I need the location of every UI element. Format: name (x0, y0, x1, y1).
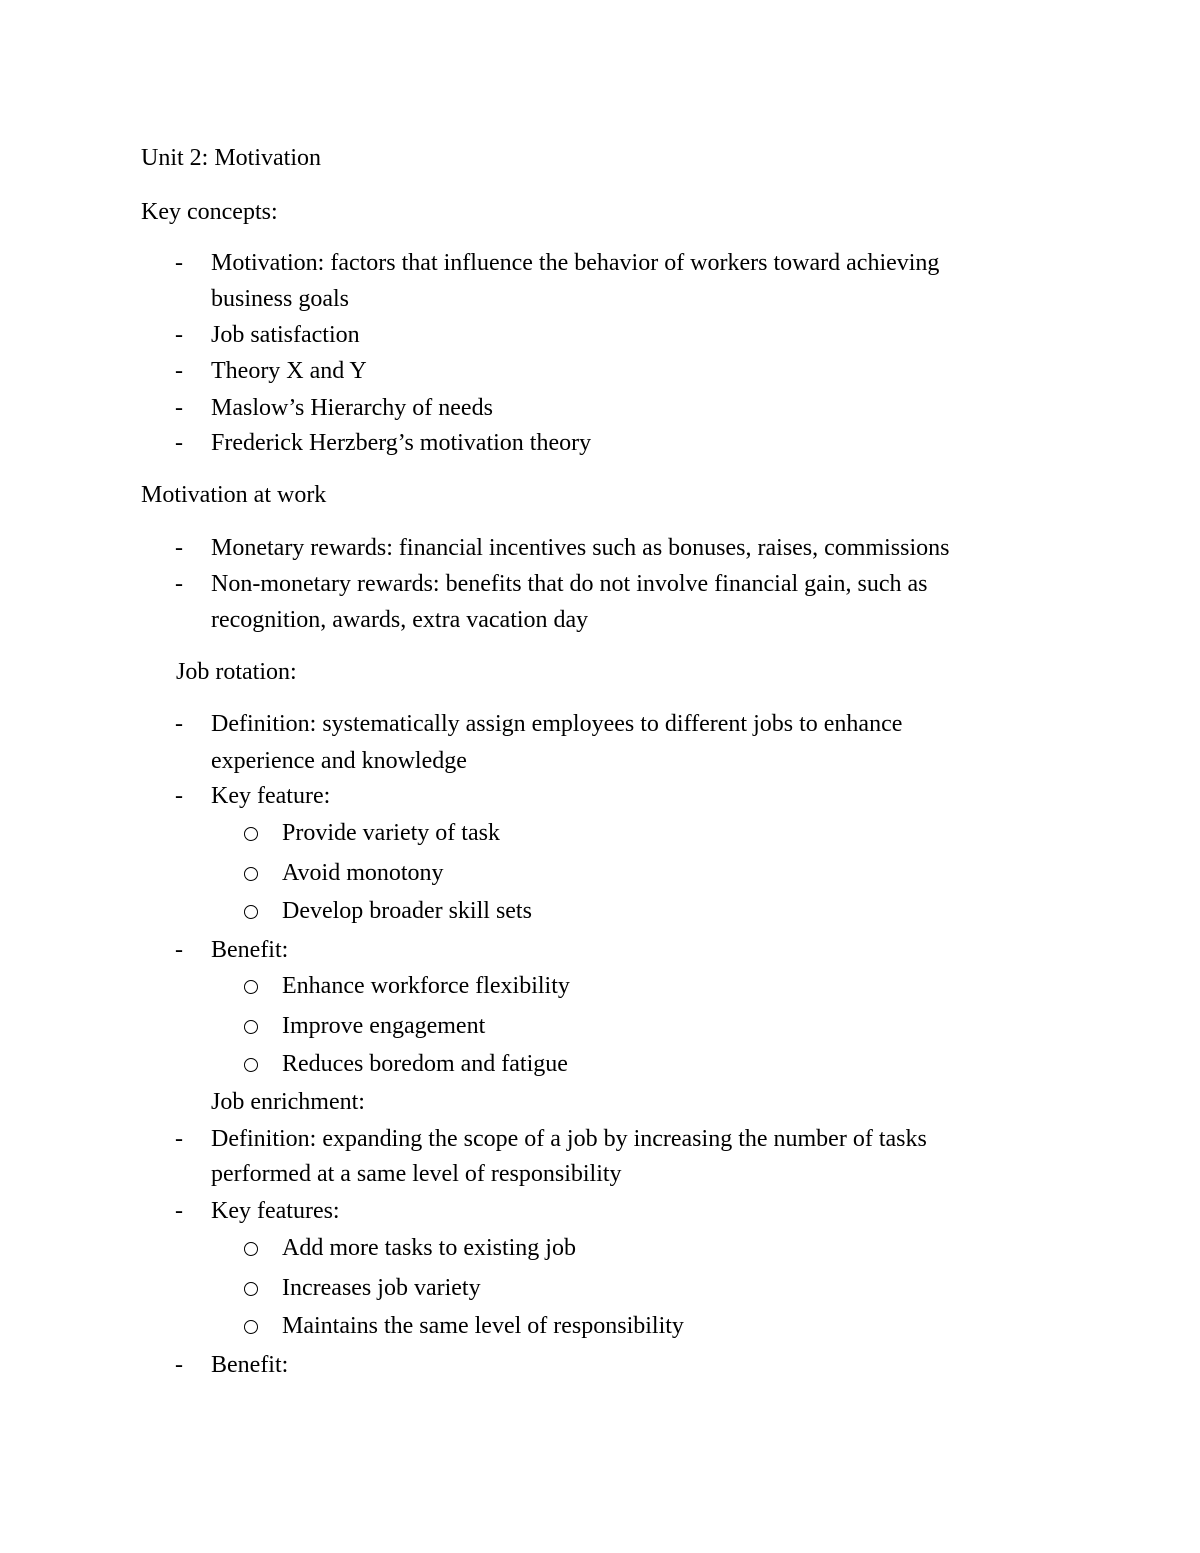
list-item-text-continued: experience and knowledge (211, 748, 467, 774)
circle-bullet-icon (244, 1282, 258, 1296)
sub-list-item-text: Improve engagement (282, 1013, 486, 1039)
circle-bullet-icon (244, 905, 258, 919)
job-rotation-heading: Job rotation: (176, 659, 297, 685)
bullet-dash: - (175, 395, 183, 421)
key-concepts-heading: Key concepts: (141, 199, 278, 225)
list-item-text-continued: business goals (211, 286, 349, 312)
circle-bullet-icon (244, 867, 258, 881)
document-title: Unit 2: Motivation (141, 145, 321, 171)
bullet-dash: - (175, 1198, 183, 1224)
sub-list-item-text: Develop broader skill sets (282, 898, 532, 924)
sub-list-item-text: Provide variety of task (282, 820, 500, 846)
bullet-dash: - (175, 250, 183, 276)
list-item-text-continued: recognition, awards, extra vacation day (211, 607, 589, 633)
list-item-text: Definition: expanding the scope of a job by increasing the number of tasks (211, 1126, 927, 1152)
circle-bullet-icon (244, 827, 258, 841)
list-item-text: Motivation: factors that influence the behavior of workers toward achieving (211, 250, 940, 276)
list-item-text: Key features: (211, 1198, 340, 1224)
circle-bullet-icon (244, 1058, 258, 1072)
sub-list-item-text: Avoid monotony (282, 860, 444, 886)
list-item-text: Job satisfaction (211, 322, 360, 348)
bullet-dash: - (175, 322, 183, 348)
list-item-text: Definition: systematically assign employees to different jobs to enhance (211, 711, 903, 737)
circle-bullet-icon (244, 1020, 258, 1034)
list-item-text-continued: performed at a same level of responsibility (211, 1161, 622, 1187)
bullet-dash: - (175, 711, 183, 737)
list-item-text: Non-monetary rewards: benefits that do not involve financial gain, such as (211, 571, 928, 597)
circle-bullet-icon (244, 1320, 258, 1334)
list-item-text: Theory X and Y (211, 358, 367, 384)
bullet-dash: - (175, 783, 183, 809)
bullet-dash: - (175, 571, 183, 597)
sub-list-item-text: Reduces boredom and fatigue (282, 1051, 568, 1077)
circle-bullet-icon (244, 1242, 258, 1256)
bullet-dash: - (175, 430, 183, 456)
job-enrichment-heading: Job enrichment: (211, 1089, 365, 1115)
sub-list-item-text: Enhance workforce flexibility (282, 973, 570, 999)
sub-list-item-text: Add more tasks to existing job (282, 1235, 576, 1261)
sub-list-item-text: Maintains the same level of responsibility (282, 1313, 684, 1339)
bullet-dash: - (175, 358, 183, 384)
sub-list-item-text: Increases job variety (282, 1275, 481, 1301)
bullet-dash: - (175, 535, 183, 561)
bullet-dash: - (175, 937, 183, 963)
list-item-text: Benefit: (211, 937, 289, 963)
list-item-text: Benefit: (211, 1352, 289, 1378)
list-item-text: Monetary rewards: financial incentives such as bonuses, raises, commissions (211, 535, 950, 561)
circle-bullet-icon (244, 980, 258, 994)
bullet-dash: - (175, 1126, 183, 1152)
list-item-text: Key feature: (211, 783, 331, 809)
list-item-text: Maslow’s Hierarchy of needs (211, 395, 493, 421)
bullet-dash: - (175, 1352, 183, 1378)
list-item-text: Frederick Herzberg’s motivation theory (211, 430, 592, 456)
motivation-at-work-heading: Motivation at work (141, 482, 327, 508)
